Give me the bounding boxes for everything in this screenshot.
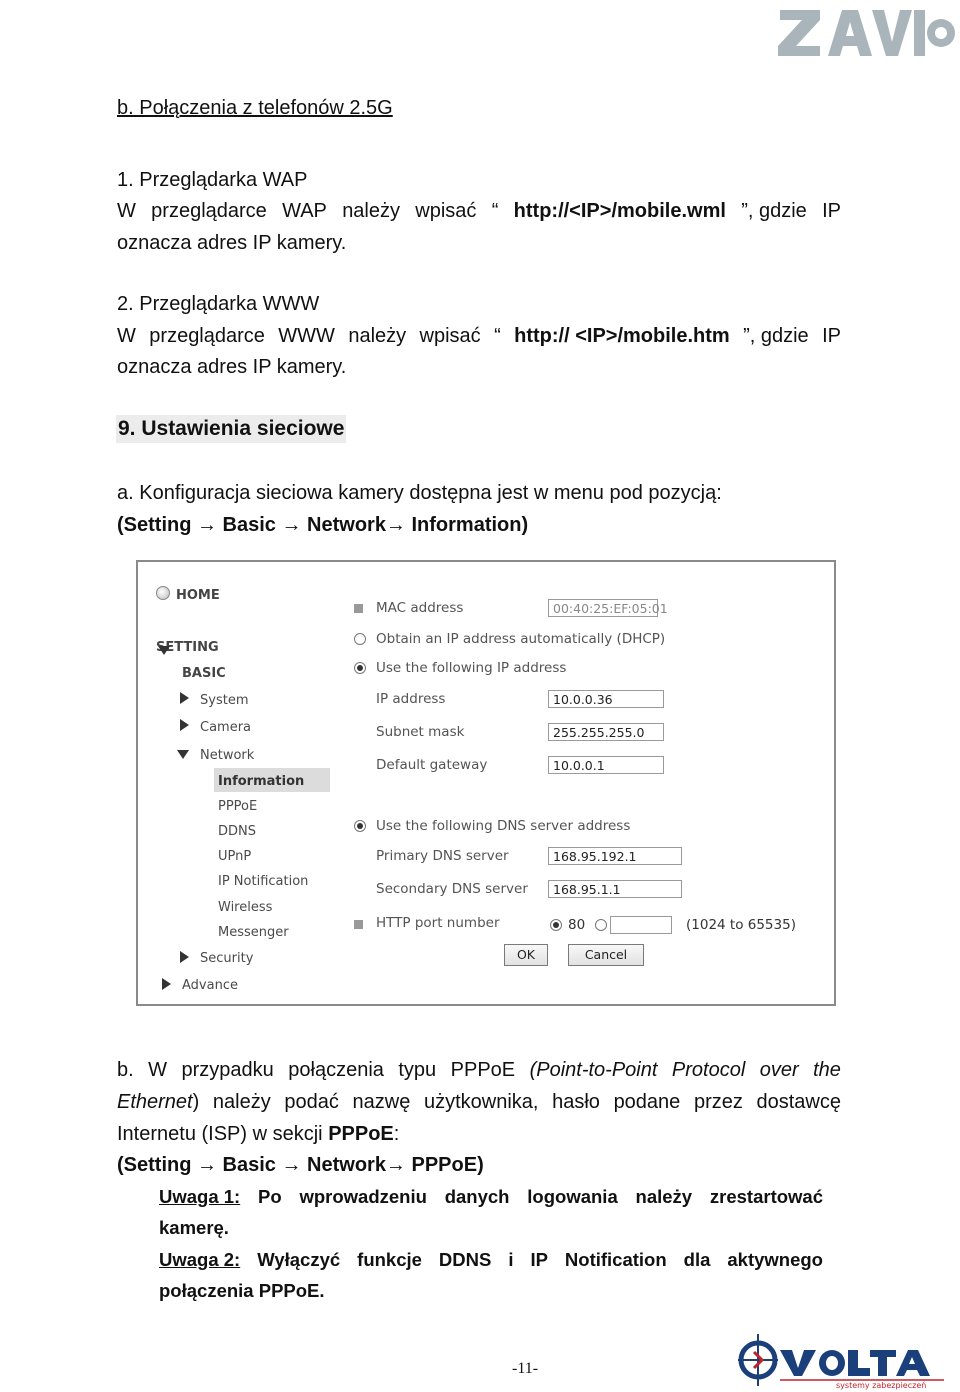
nav-ddns[interactable]: DDNS <box>218 824 256 839</box>
section-9-heading: 9. Ustawienia sieciowe <box>116 415 346 443</box>
open-quote: “ <box>494 325 501 347</box>
nav-home[interactable]: HOME <box>176 588 220 603</box>
expand-camera-icon[interactable] <box>180 719 189 731</box>
word: IP <box>822 200 841 222</box>
nav-network[interactable]: Network <box>200 748 255 763</box>
www-url: http:// <IP>/mobile.htm <box>514 325 730 347</box>
word: (Point-to-Point <box>529 1059 658 1081</box>
word: ”, gdzie <box>743 325 809 347</box>
expand-security-icon[interactable] <box>180 951 189 963</box>
secondary-dns-input[interactable]: 168.95.1.1 <box>548 880 682 898</box>
word: W <box>117 200 136 222</box>
word: połączenia <box>288 1059 384 1081</box>
www-title: 2. Przeglądarka WWW <box>117 293 320 315</box>
word: wpisać <box>419 325 481 347</box>
para-b-line2 <box>117 1090 841 1114</box>
word: hasło <box>552 1091 600 1113</box>
word: przeglądarce <box>149 325 265 347</box>
word: należy <box>212 1091 271 1113</box>
dhcp-radio[interactable] <box>354 633 366 645</box>
word: danych <box>444 1186 510 1207</box>
bullet-icon <box>354 920 363 929</box>
wap-url: http://<IP>/mobile.wml <box>513 200 726 222</box>
primary-dns-input[interactable]: 168.95.192.1 <box>548 847 682 865</box>
zavio-logo <box>776 2 956 62</box>
word: WWW <box>278 325 335 347</box>
word: należy <box>348 325 407 347</box>
word: logowania <box>527 1186 618 1207</box>
secondary-dns-label: Secondary DNS server <box>376 881 528 897</box>
nav-setting[interactable]: SETTING <box>156 640 219 655</box>
dns-manual-radio[interactable] <box>354 820 366 832</box>
ok-button[interactable]: OK <box>504 944 548 966</box>
word: Notification <box>564 1249 667 1270</box>
nav-upnp[interactable]: UPnP <box>218 849 252 864</box>
bullet-icon <box>354 604 363 613</box>
note-label: Uwaga 1: <box>159 1186 241 1207</box>
nav-system[interactable]: System <box>200 693 249 708</box>
network-settings-screenshot <box>136 560 836 1006</box>
word: typu <box>398 1059 437 1081</box>
note-label: Uwaga 2: <box>159 1249 241 1270</box>
nav-pppoe[interactable]: PPPoE <box>218 799 258 814</box>
section-title-25g: b. Połączenia z telefonów 2.5G <box>117 97 393 119</box>
word: : <box>393 1123 400 1145</box>
word: Ethernet <box>117 1091 193 1113</box>
word: b. <box>117 1059 134 1081</box>
word: przeglądarce <box>151 200 267 222</box>
ip-label: IP address <box>376 691 446 707</box>
http-port-label: HTTP port number <box>376 915 500 931</box>
nav-ip-notification[interactable]: IP Notification <box>218 874 309 889</box>
para-b-line3 <box>117 1122 399 1146</box>
http-default-value: 80 <box>568 917 586 933</box>
word: funkcje <box>357 1249 422 1270</box>
gateway-input[interactable]: 10.0.0.1 <box>548 756 664 774</box>
note-2-cont: połączenia PPPoE. <box>159 1280 325 1301</box>
note-1 <box>159 1186 823 1208</box>
word: the <box>813 1059 841 1081</box>
word: i <box>508 1249 514 1270</box>
www-instruction-cont: oznacza adres IP kamery. <box>117 356 347 378</box>
word: należy <box>342 200 400 222</box>
word: aktywnego <box>727 1249 823 1270</box>
word: Po <box>258 1186 282 1207</box>
note-1-cont: kamerę. <box>159 1217 229 1238</box>
word: ”, gdzie <box>741 200 807 222</box>
mac-field: 00:40:25:EF:05:01 <box>548 599 658 617</box>
nav-advance[interactable]: Advance <box>182 978 238 993</box>
word: IP <box>822 325 841 347</box>
expand-advance-icon[interactable] <box>162 978 171 990</box>
word: W <box>117 325 136 347</box>
expand-system-icon[interactable] <box>180 692 189 704</box>
word: W <box>148 1059 168 1081</box>
word: PPPoE <box>450 1059 516 1081</box>
word: IP <box>530 1249 548 1270</box>
open-quote: “ <box>491 200 499 222</box>
word: dostawcę <box>756 1091 841 1113</box>
volta-logo <box>736 1330 948 1390</box>
word: użytkownika, <box>423 1091 539 1113</box>
para-a-line1: a. Konfiguracja sieciowa kamery dostępna jest w menu pod pozycją: <box>117 482 722 504</box>
word: dla <box>683 1249 711 1270</box>
dns-mode-label: Use the following DNS server address <box>376 818 631 834</box>
http-range-hint: (1024 to 65535) <box>686 917 796 933</box>
word: Internetu (ISP) w sekcji <box>117 1123 329 1145</box>
nav-basic[interactable]: BASIC <box>182 666 226 681</box>
word: WAP <box>282 200 327 222</box>
nav-information[interactable]: Information <box>218 774 305 789</box>
word: Protocol <box>671 1059 746 1081</box>
note-2 <box>159 1249 823 1271</box>
static-ip-radio[interactable] <box>354 662 366 674</box>
static-ip-label: Use the following IP address <box>376 660 567 676</box>
word: przez <box>693 1091 743 1113</box>
collapse-network-icon[interactable] <box>177 750 189 759</box>
word: zrestartować <box>709 1186 823 1207</box>
word: wprowadzeniu <box>299 1186 427 1207</box>
volta-tagline: systemy zabezpieczeń <box>836 1381 927 1390</box>
nav-camera[interactable]: Camera <box>200 720 252 735</box>
para-b-path: (Setting → Basic → Network→ PPPoE) <box>117 1154 484 1176</box>
word: ) <box>192 1091 200 1113</box>
dhcp-label: Obtain an IP address automatically (DHCP) <box>376 631 666 647</box>
subnet-mask-input[interactable]: 255.255.255.0 <box>548 723 664 741</box>
word: Wyłączyć <box>257 1249 341 1270</box>
word: PPPoE <box>328 1123 394 1145</box>
http-port-input[interactable] <box>610 916 672 934</box>
word: nazwę <box>352 1091 411 1113</box>
http-default-radio[interactable] <box>550 919 562 931</box>
word: DDNS <box>438 1249 492 1270</box>
gateway-label: Default gateway <box>376 757 488 773</box>
word: podane <box>613 1091 681 1113</box>
nav-messenger[interactable]: Messenger <box>218 925 289 940</box>
wap-instruction-cont: oznacza adres IP kamery. <box>117 232 347 254</box>
home-icon <box>156 586 170 600</box>
word: przypadku <box>181 1059 274 1081</box>
para-a-path: (Setting → Basic → Network→ Information) <box>117 514 529 536</box>
word: należy <box>635 1186 693 1207</box>
http-custom-radio[interactable] <box>595 919 607 931</box>
page-number: -11- <box>512 1360 539 1377</box>
nav-wireless[interactable]: Wireless <box>218 900 273 915</box>
ip-address-input[interactable]: 10.0.0.36 <box>548 690 664 708</box>
word: podać <box>284 1091 339 1113</box>
mac-label: MAC address <box>376 600 464 616</box>
word: wpisać <box>415 200 477 222</box>
wap-instruction <box>117 199 841 223</box>
www-instruction <box>117 324 841 348</box>
nav-security[interactable]: Security <box>200 951 254 966</box>
cancel-button[interactable]: Cancel <box>568 944 644 966</box>
word: over <box>759 1059 799 1081</box>
para-b-line1 <box>117 1058 841 1082</box>
subnet-label: Subnet mask <box>376 724 465 740</box>
primary-dns-label: Primary DNS server <box>376 848 509 864</box>
expand-basic-icon[interactable] <box>158 646 170 655</box>
wap-title: 1. Przeglądarka WAP <box>117 169 308 191</box>
